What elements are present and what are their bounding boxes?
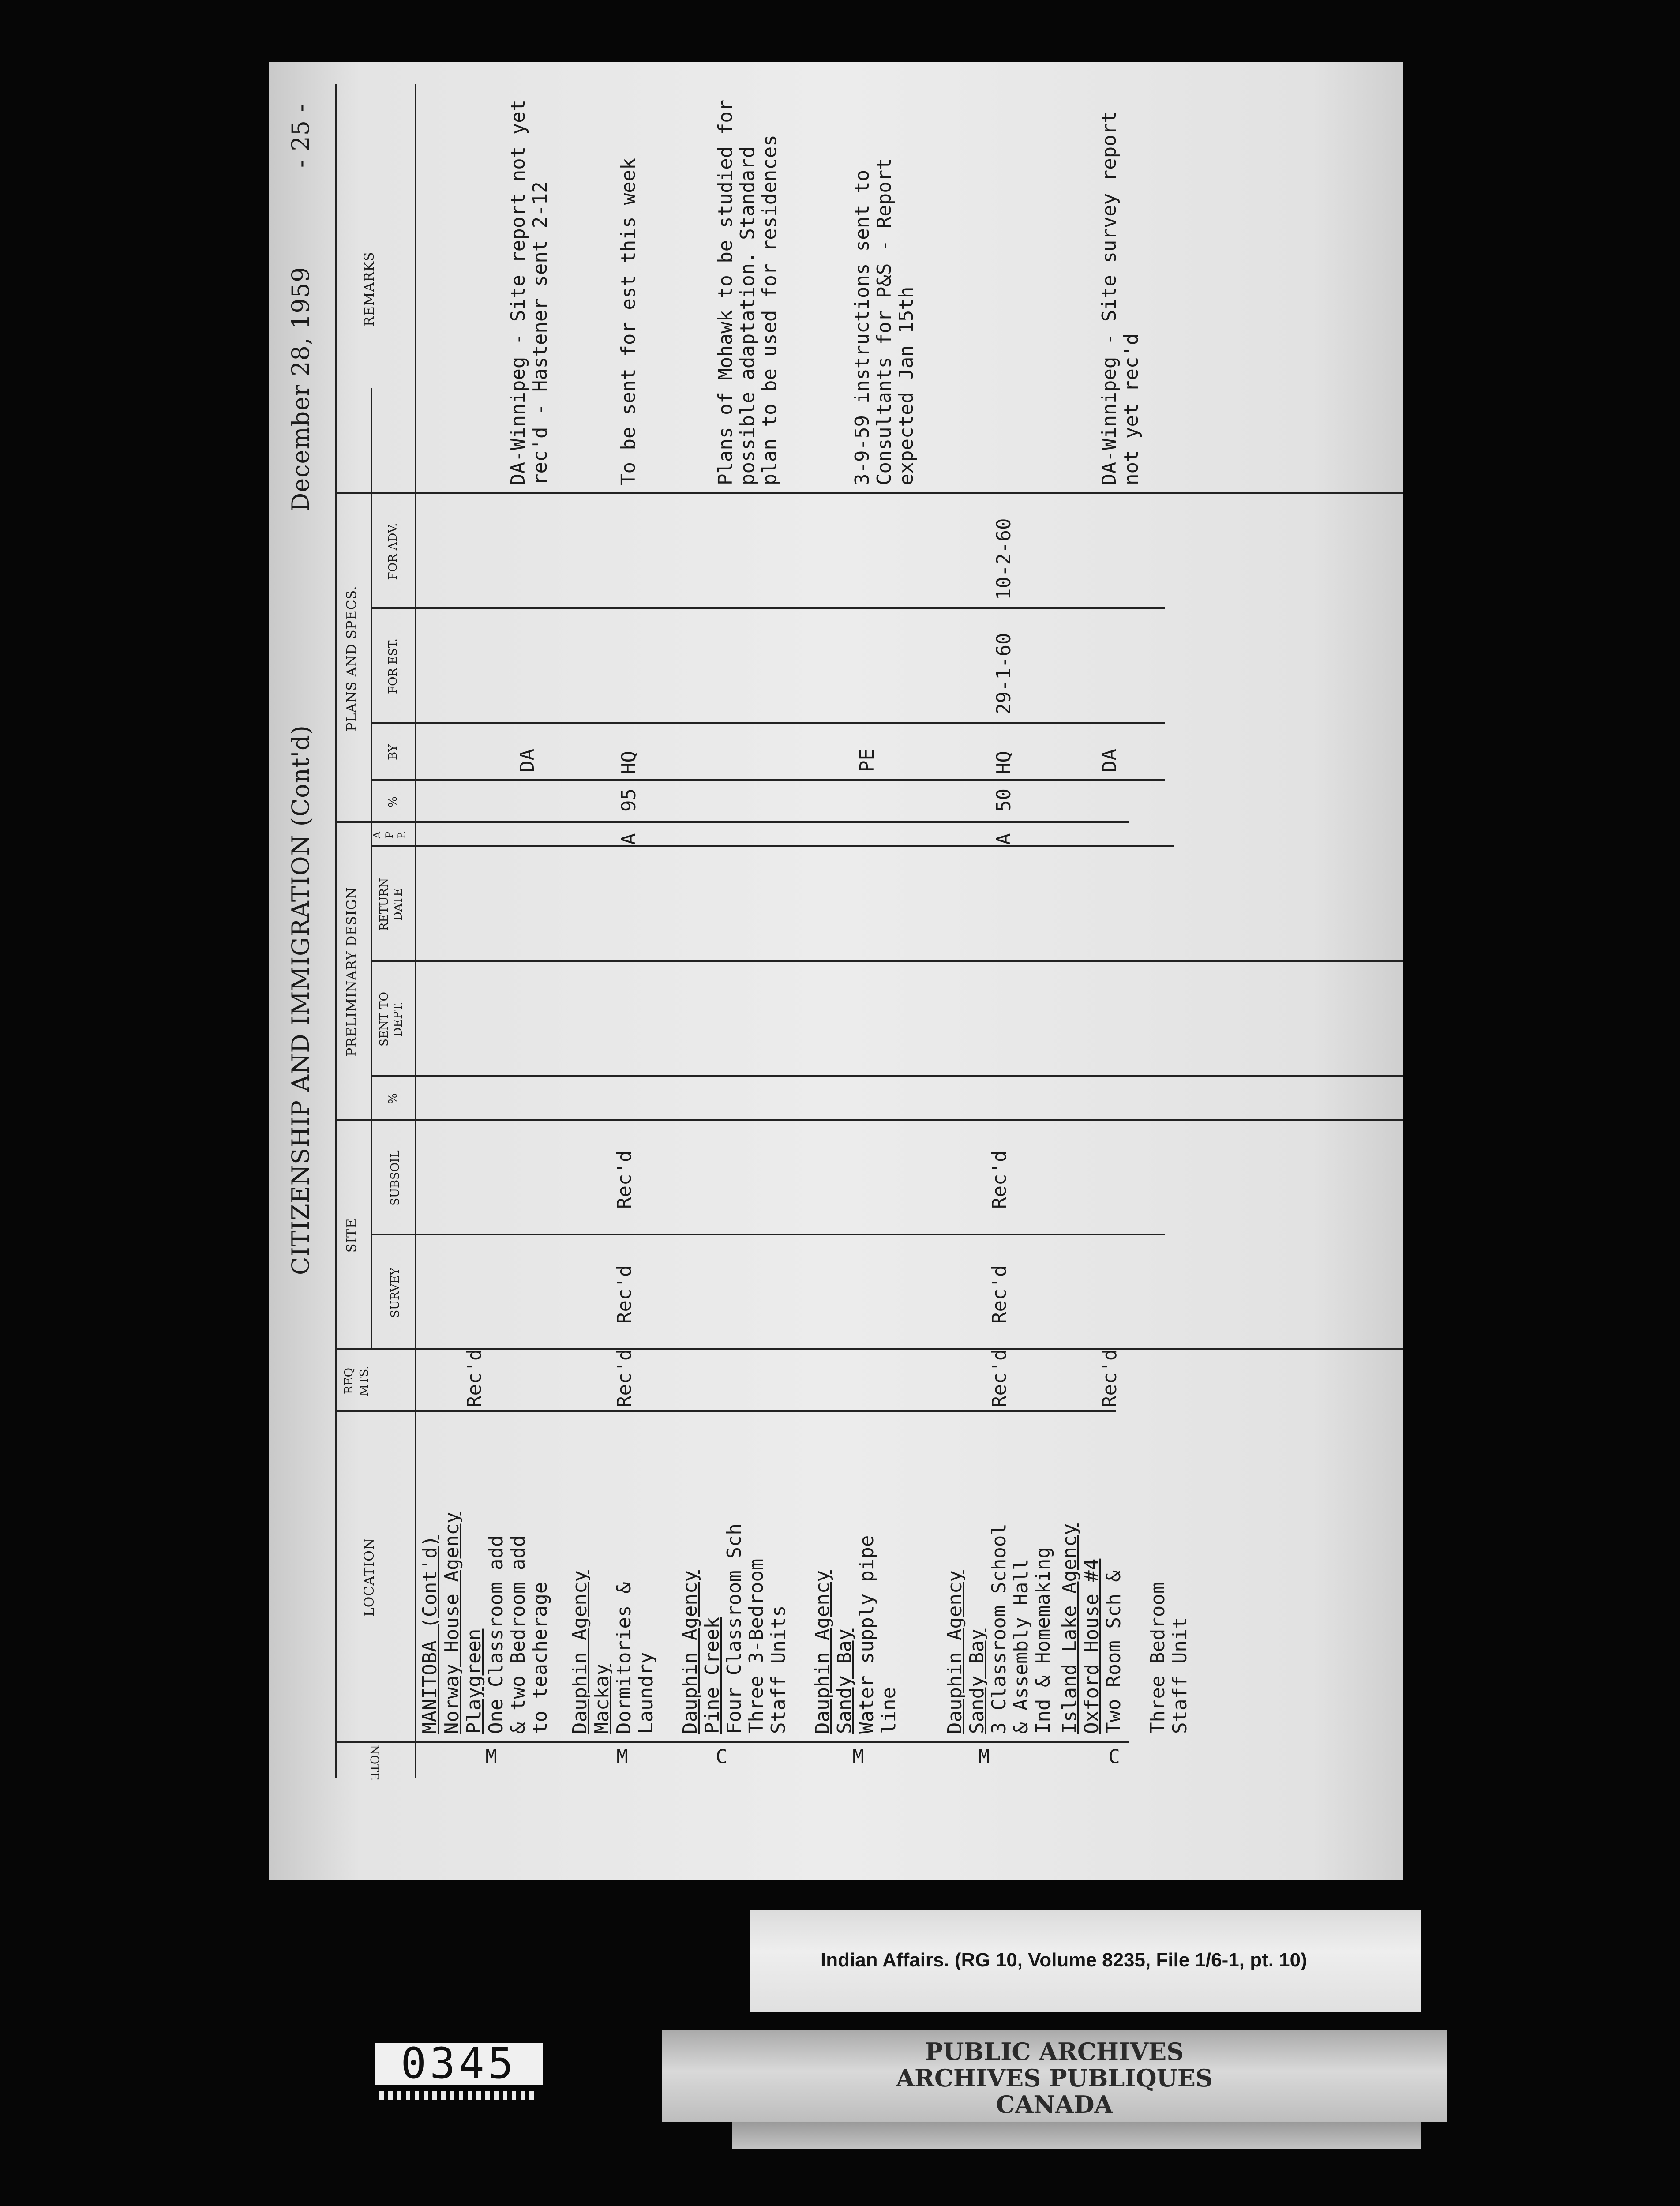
row5-app: A <box>993 833 1015 845</box>
row1-remarks-1: DA-Winnipeg - Site report not yet <box>507 99 529 485</box>
survey-header: SURVEY <box>389 1268 402 1318</box>
row4-note: M <box>852 1745 864 1768</box>
row2-location-1: Dauphin Agency <box>569 1570 591 1734</box>
app-header-2: P <box>384 832 395 838</box>
sent-header-1: SENT TO <box>378 992 391 1047</box>
row3-location-4: Three 3-Bedroom <box>745 1558 768 1734</box>
row2-by: HQ <box>618 751 640 774</box>
row2-location-3: Dormitories & <box>613 1582 635 1734</box>
row2-req: Rec'd <box>613 1349 636 1407</box>
row5-for-est: 29-1-60 <box>993 633 1015 715</box>
row5-by: HQ <box>993 751 1015 774</box>
plans-specs-header: PLANS AND SPECS. <box>344 585 360 732</box>
req-header-2: MTS. <box>358 1366 371 1396</box>
archive-stamp-line-2: ARCHIVES PUBLIQUES <box>896 2064 1213 2092</box>
row2-note: M <box>616 1745 628 1768</box>
row4-location-3: Water supply pipe <box>855 1535 878 1734</box>
row3-location-2: Pine Creek <box>701 1617 724 1734</box>
preliminary-design-header: PRELIMINARY DESIGN <box>344 887 360 1057</box>
return-header-1: RETURN <box>378 878 391 931</box>
row5-location-2: Sandy Bay <box>966 1628 988 1734</box>
row6-location-1: Island Lake Agency <box>1058 1523 1081 1734</box>
row6-location-2: Oxford House #4 <box>1080 1558 1103 1734</box>
pd-pct-header: % <box>386 1093 400 1104</box>
row6-remarks-1: DA-Winnipeg - Site survey report <box>1098 111 1121 485</box>
row3-location-5: Staff Units <box>767 1605 790 1734</box>
plans-pct-header: % <box>386 796 400 807</box>
row5-note: M <box>978 1745 990 1768</box>
frame-number: 0345 <box>375 2043 543 2085</box>
row4-location-2: Sandy Bay <box>833 1628 856 1734</box>
stamp-strip <box>732 2122 1421 2149</box>
row2-remarks-1: To be sent for est this week <box>617 158 640 485</box>
header-mid-line <box>371 388 372 1350</box>
col-line-forest <box>371 607 1165 609</box>
row2-location-2: Mackay <box>591 1664 613 1734</box>
document-sheet <box>269 62 1403 1880</box>
req-header-1: REQ <box>342 1368 356 1394</box>
row2-pct: 95 <box>618 788 640 812</box>
row1-note: M <box>485 1745 497 1768</box>
col-line-foradv <box>335 492 1403 494</box>
row1-remarks-2: rec'd - Hastener sent 2-12 <box>529 181 551 485</box>
app-header-3: P. <box>397 831 408 839</box>
col-line-location <box>335 1410 1116 1412</box>
row2-survey: Rec'd <box>613 1265 636 1324</box>
archive-label <box>750 1910 1421 2012</box>
row3-remarks-2: possible adaptation. Standard <box>736 146 759 485</box>
row5-survey: Rec'd <box>988 1265 1011 1324</box>
row5-location-4: & Assembly Hall <box>1010 1558 1032 1734</box>
page-number: - 25 - <box>287 103 315 168</box>
row5-location-5: Ind & Homemaking <box>1032 1547 1054 1734</box>
col-line-survey <box>371 1234 1165 1235</box>
note-header: NOTE <box>368 1745 381 1781</box>
agency-heading: Norway House Agency <box>441 1512 463 1734</box>
col-line-by <box>371 722 1165 724</box>
site-header: SITE <box>344 1218 360 1253</box>
row1-location-2: One Classroom add <box>485 1535 507 1734</box>
rotated-form <box>269 62 1403 1880</box>
for-adv-header: FOR ADV. <box>386 523 400 580</box>
col-line-note <box>335 1741 1129 1743</box>
row3-note: C <box>716 1745 728 1768</box>
row1-by: DA <box>516 749 539 772</box>
col-line-app <box>335 821 1129 823</box>
document-date: December 28, 1959 <box>287 266 315 512</box>
return-header-2: DATE <box>392 888 405 921</box>
header-bottom-line <box>415 84 416 1778</box>
location-header: LOCATION <box>362 1538 377 1617</box>
remarks-header: REMARKS <box>362 251 377 326</box>
header-top-line <box>335 84 337 1778</box>
row5-location-3: 3 Classroom School <box>988 1523 1010 1734</box>
row6-note: C <box>1108 1745 1120 1768</box>
subsoil-header: SUBSOIL <box>389 1150 402 1206</box>
row3-remarks-3: plan to be used for residences <box>758 135 781 485</box>
row6-location-6: Staff Unit <box>1169 1617 1191 1734</box>
row1-req: Rec'd <box>463 1349 486 1407</box>
row5-location-1: Dauphin Agency <box>944 1570 966 1734</box>
col-line-pct <box>371 779 1165 781</box>
row3-location-3: Four Classroom Sch <box>723 1523 746 1734</box>
archive-label-text: Indian Affairs. (RG 10, Volume 8235, File 1/6-1, pt. 10) <box>821 1949 1307 1971</box>
for-est-header: FOR EST. <box>386 638 400 694</box>
sent-header-2: DEPT. <box>392 1002 405 1037</box>
col-line-sent <box>371 960 1403 962</box>
app-header-1: A <box>372 831 383 839</box>
row4-remarks-3: expected Jan 15th <box>895 286 918 485</box>
row5-subsoil: Rec'd <box>988 1150 1011 1209</box>
row4-by: PE <box>856 749 878 772</box>
archive-stamp-line-3: CANADA <box>996 2090 1113 2119</box>
col-line-return <box>371 845 1174 847</box>
row1-location-4: to teacherage <box>529 1582 551 1734</box>
row5-req: Rec'd <box>988 1349 1011 1407</box>
col-line-subsoil <box>335 1119 1403 1121</box>
document-title: CITIZENSHIP AND IMMIGRATION (Cont'd) <box>287 725 315 1275</box>
row6-req: Rec'd <box>1099 1349 1121 1407</box>
row1-location-3: & two Bedroom add <box>507 1535 529 1734</box>
row4-location-4: line <box>878 1687 900 1734</box>
row4-location-1: Dauphin Agency <box>811 1570 834 1734</box>
province-heading: MANITOBA (Cont'd) <box>419 1535 441 1734</box>
col-line-req <box>335 1348 1403 1350</box>
frame-ticks <box>379 2091 538 2100</box>
by-header: BY <box>386 744 400 760</box>
row6-by: DA <box>1099 749 1121 772</box>
archive-stamp <box>662 2030 1447 2122</box>
row2-app: A <box>618 833 640 845</box>
row2-location-4: Laundry <box>635 1652 657 1734</box>
row4-remarks-2: Consultants for P&S - Report <box>873 158 896 485</box>
row1-location-1: Playgreen <box>463 1628 485 1734</box>
archive-stamp-line-1: PUBLIC ARCHIVES <box>925 2037 1184 2066</box>
row6-remarks-2: not yet rec'd <box>1120 333 1143 485</box>
row2-subsoil: Rec'd <box>613 1150 636 1209</box>
row3-location-1: Dauphin Agency <box>679 1570 701 1734</box>
row4-remarks-1: 3-9-59 instructions sent to <box>851 169 874 485</box>
row5-for-adv: 10-2-60 <box>993 518 1015 600</box>
row3-remarks-1: Plans of Mohawk to be studied for <box>714 99 737 485</box>
col-line-pd-pct <box>371 1075 1403 1077</box>
row6-location-3: Two Room Sch & <box>1102 1570 1125 1734</box>
row6-location-5: Three Bedroom <box>1147 1582 1169 1734</box>
row5-pct: 50 <box>993 788 1015 812</box>
